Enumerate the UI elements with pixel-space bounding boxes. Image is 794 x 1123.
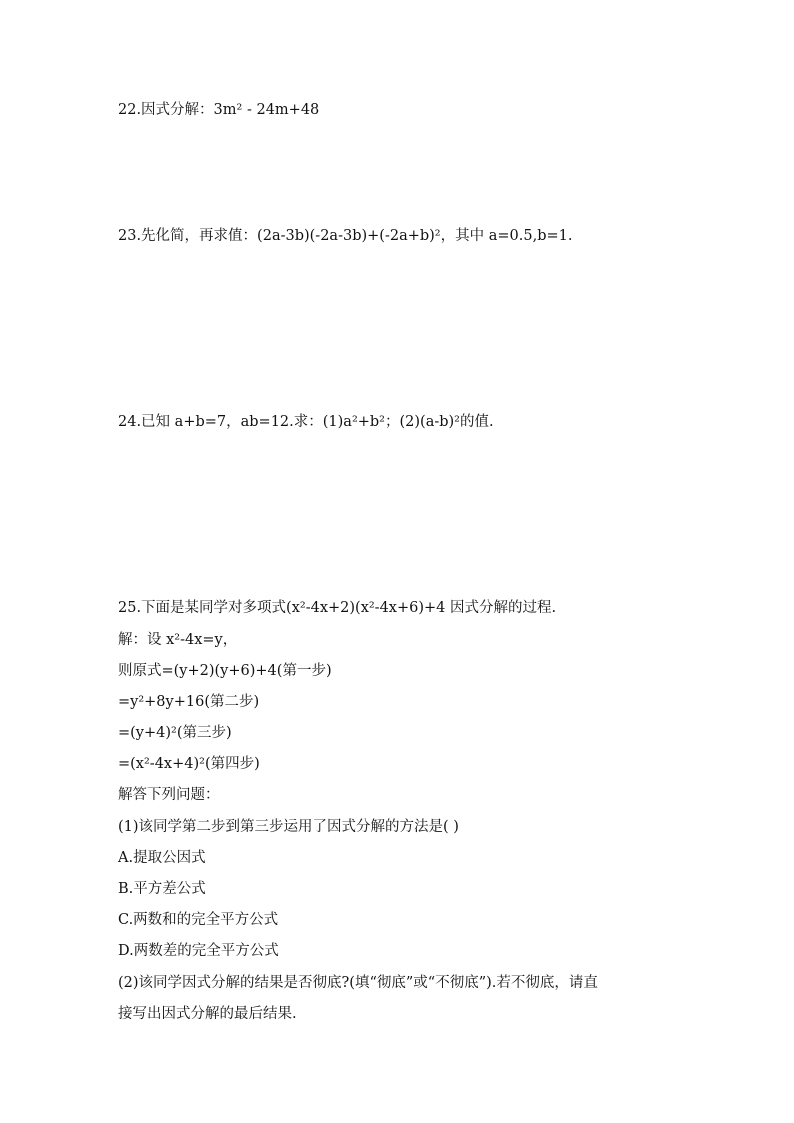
q25-step-1: 则原式=(y+2)(y+6)+4(第一步) bbox=[118, 663, 332, 679]
q25-subquestion-1: (1)该同学第二步到第三步运用了因式分解的方法是( ) bbox=[118, 819, 459, 835]
q25-subquestion-2-line-2: 接写出因式分解的最后结果. bbox=[118, 1006, 297, 1022]
q25-option-d: D.两数差的完全平方公式 bbox=[118, 943, 279, 959]
q25-solution-intro: 解：设 x²-4x=y， bbox=[118, 632, 238, 648]
question-24: 24.已知 a+b=7，ab=12.求：(1)a²+b²；(2)(a-b)²的值. bbox=[118, 414, 494, 430]
question-22: 22.因式分解：3m² - 24m+48 bbox=[118, 102, 320, 118]
q25-option-c: C.两数和的完全平方公式 bbox=[118, 912, 279, 928]
q25-option-b: B.平方差公式 bbox=[118, 881, 206, 897]
q25-subquestion-2-line-1: (2)该同学因式分解的结果是否彻底?(填“彻底”或“不彻底”).若不彻底，请直 bbox=[118, 975, 598, 991]
q25-step-2: =y²+8y+16(第二步) bbox=[118, 694, 260, 710]
q25-option-a: A.提取公因式 bbox=[118, 850, 206, 866]
q25-prompt: 解答下列问题： bbox=[118, 787, 220, 803]
q25-step-3: =(y+4)²(第三步) bbox=[118, 725, 232, 741]
q25-step-4: =(x²-4x+4)²(第四步) bbox=[118, 756, 260, 772]
question-25-stem: 25.下面是某同学对多项式(x²-4x+2)(x²-4x+6)+4 因式分解的过程. bbox=[118, 600, 557, 616]
question-23: 23.先化简，再求值：(2a-3b)(-2a-3b)+(-2a+b)²，其中 a=0.5,b=1. bbox=[118, 228, 573, 244]
